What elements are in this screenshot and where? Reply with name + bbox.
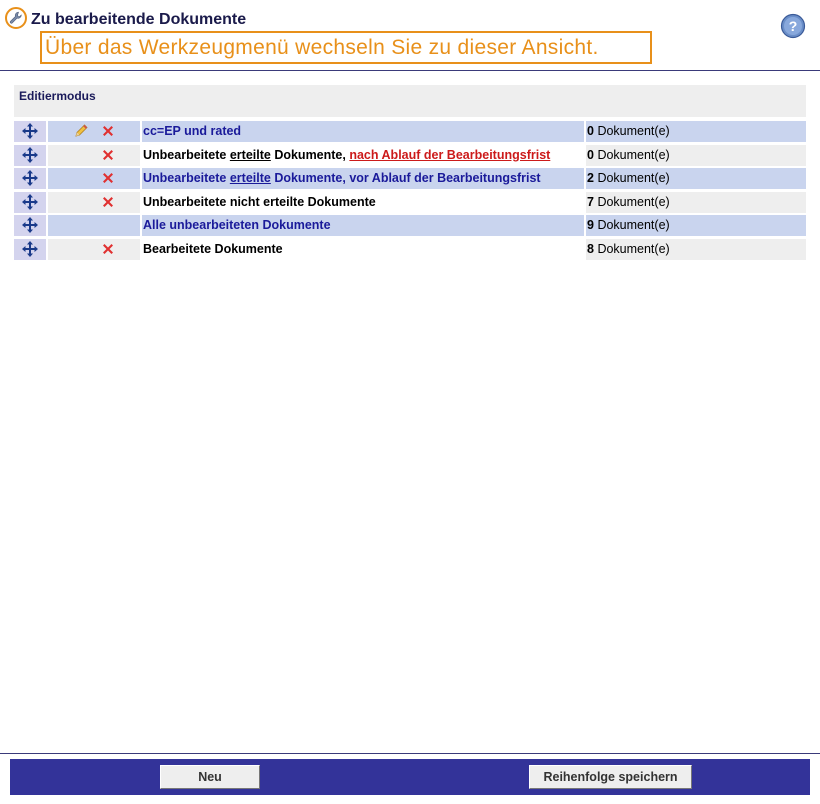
row-name-text[interactable]: Unbearbeitete (143, 171, 230, 185)
drag-handle[interactable] (14, 121, 46, 142)
row-name[interactable] (142, 121, 584, 142)
row-name-deadline-link[interactable]: nach Ablauf der Bearbeitungsfrist (349, 147, 551, 162)
list-item (14, 191, 806, 215)
list-item (14, 214, 806, 238)
row-name-underlined[interactable]: erteilte (229, 171, 271, 185)
row-count (586, 121, 806, 142)
row-actions (48, 192, 140, 213)
row-actions (48, 145, 140, 166)
row-name-text[interactable]: Dokumente, (270, 147, 350, 162)
pencil-icon[interactable] (73, 123, 89, 139)
row-count (586, 192, 806, 213)
row-name-text[interactable]: Bearbeitete Dokumente (143, 241, 283, 256)
row-name-text[interactable]: Dokumente, vor Ablauf der Bearbeitungsfrist (270, 171, 541, 185)
drag-handle[interactable] (14, 192, 46, 213)
row-count-unit: Dokument(e) (597, 124, 670, 138)
list-item (14, 167, 806, 191)
row-name[interactable] (142, 239, 584, 260)
row-count-value: 8 (587, 241, 594, 256)
row-count (586, 215, 806, 236)
row-name-text[interactable]: Unbearbeitete nicht erteilte Dokumente (143, 194, 376, 209)
row-name[interactable] (142, 145, 584, 166)
row-count-unit: Dokument(e) (597, 171, 670, 185)
svg-text:?: ? (788, 18, 798, 34)
row-actions (48, 168, 140, 189)
page-title: Zu bearbeitende Dokumente (31, 11, 247, 28)
row-name[interactable] (142, 168, 584, 189)
move-arrows-icon (21, 216, 39, 234)
row-count-unit: Dokument(e) (597, 194, 670, 209)
list-item (14, 144, 806, 168)
edit-mode-label[interactable]: Editiermodus (19, 89, 96, 103)
drag-handle[interactable] (14, 215, 46, 236)
delete-icon[interactable] (101, 124, 115, 138)
row-count-unit: Dokument(e) (597, 241, 670, 256)
row-count-value: 7 (587, 194, 594, 209)
row-name-text[interactable]: Alle unbearbeiteten Dokumente (143, 218, 331, 232)
row-count (586, 239, 806, 260)
drag-handle[interactable] (14, 145, 46, 166)
row-count-unit: Dokument(e) (597, 218, 670, 232)
move-arrows-icon (21, 122, 39, 140)
row-name[interactable] (142, 192, 584, 213)
save-order-button[interactable]: Reihenfolge speichern (529, 765, 692, 789)
row-count-value: 2 (587, 171, 594, 185)
row-count-value: 9 (587, 218, 594, 232)
row-count (586, 168, 806, 189)
move-arrows-icon (21, 240, 39, 258)
row-count-value: 0 (587, 147, 594, 162)
header-divider (0, 70, 820, 71)
document-list (14, 120, 806, 261)
footer-divider (0, 753, 820, 754)
row-name-text[interactable]: Unbearbeitete (143, 147, 230, 162)
row-actions (48, 215, 140, 236)
delete-icon[interactable] (101, 242, 115, 256)
help-icon[interactable] (780, 13, 806, 39)
drag-handle[interactable] (14, 168, 46, 189)
move-arrows-icon (21, 193, 39, 211)
move-arrows-icon (21, 169, 39, 187)
delete-icon[interactable] (101, 195, 115, 209)
list-item (14, 120, 806, 144)
tools-menu-button[interactable] (5, 7, 27, 29)
row-count-value: 0 (587, 124, 594, 138)
new-button[interactable]: Neu (160, 765, 260, 789)
drag-handle[interactable] (14, 239, 46, 260)
tools-hint-callout: Über das Werkzeugmenü wechseln Sie zu dieser Ansicht. (40, 31, 652, 64)
row-actions (48, 121, 140, 142)
delete-icon[interactable] (101, 148, 115, 162)
row-count (586, 145, 806, 166)
wrench-icon (9, 11, 23, 25)
row-name-text[interactable]: cc=EP und rated (143, 124, 242, 138)
row-count-unit: Dokument(e) (597, 147, 670, 162)
move-arrows-icon (21, 146, 39, 164)
row-name-underlined[interactable]: erteilte (229, 147, 271, 162)
delete-icon[interactable] (101, 171, 115, 185)
row-actions (48, 239, 140, 260)
row-name[interactable] (142, 215, 584, 236)
edit-mode-bar (14, 85, 806, 117)
list-item (14, 238, 806, 262)
footer-bar (10, 759, 810, 795)
header (0, 0, 820, 71)
